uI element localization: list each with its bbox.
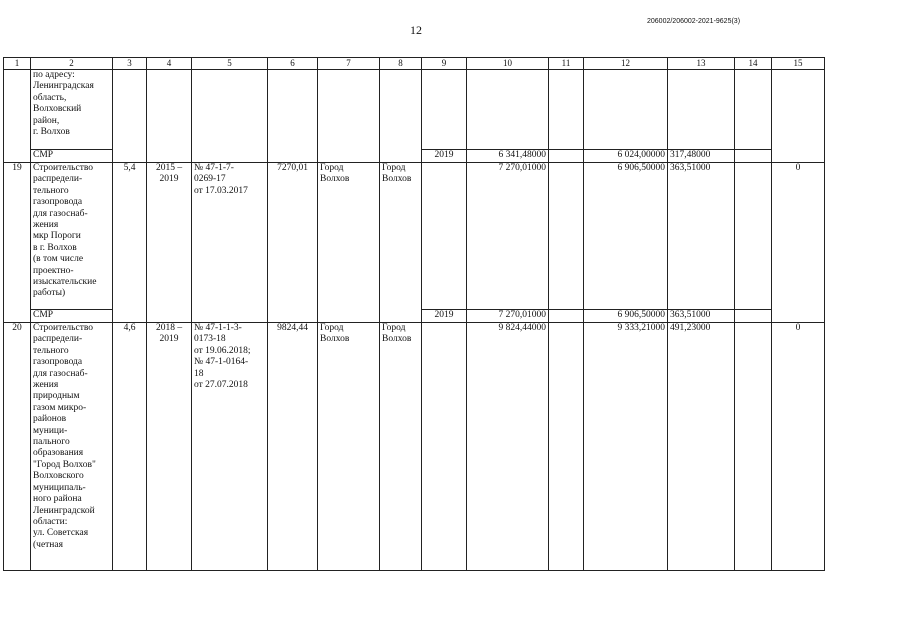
period-cell: 2018 – 2019 (147, 323, 192, 571)
table-cell (318, 70, 380, 163)
page-number: 12 (410, 23, 422, 37)
amount-cell: 363,51000 (668, 310, 735, 323)
permit-cell: № 47-1-7- 0269-17 от 17.03.2017 (192, 163, 268, 323)
row-number: 19 (4, 163, 31, 323)
header-cell: 8 (380, 58, 422, 70)
location-cell: Город Волхов (318, 323, 380, 571)
header-cell: 11 (549, 58, 584, 70)
customer-cell: Город Волхов (380, 163, 422, 323)
value-cell: 0 (772, 323, 825, 571)
table-cell (584, 70, 668, 150)
table-cell (668, 70, 735, 150)
table-cell (735, 323, 772, 571)
amount-cell: 9 824,44000 (467, 323, 549, 571)
amount-cell: 7 270,01000 (467, 310, 549, 323)
table-cell (549, 70, 584, 150)
table-cell (380, 70, 422, 163)
header-cell: 7 (318, 58, 380, 70)
table-cell (422, 323, 467, 571)
row-number: 20 (4, 323, 31, 571)
location-cell: Город Волхов (318, 163, 380, 323)
table-cell (113, 70, 147, 163)
item-name: по адресу: Ленинградская область, Волховский район, г. Волхов (31, 70, 113, 150)
header-cell: 12 (584, 58, 668, 70)
amount-cell: 363,51000 (668, 163, 735, 310)
table-cell (422, 163, 467, 310)
header-row (4, 58, 825, 70)
item-name: Строительство распредели- тельного газопровода для газоснаб- жения мкр Пороги в г. Волхов (в том числе проектно- изыскательские работы) (31, 163, 113, 310)
table-cell (735, 310, 772, 323)
smr-label: СМР (31, 150, 113, 163)
table-cell (549, 310, 584, 323)
header-cell: 15 (772, 58, 825, 70)
table-row (4, 323, 825, 571)
table-cell (467, 70, 549, 150)
table-cell (147, 70, 192, 163)
item-name: Строительство распредели- тельного газопровода для газоснаб- жения природным газом микро- районов муници- пального образования "Город Волхов" Волховского муниципаль- ного района Ленинградской области: ул. Советская (четная (31, 323, 113, 571)
amount-cell: 7 270,01000 (467, 163, 549, 310)
customer-cell: Город Волхов (380, 323, 422, 571)
table-cell (735, 150, 772, 163)
table-cell (549, 323, 584, 571)
amount-cell: 317,48000 (668, 150, 735, 163)
amount-cell: 6 906,50000 (584, 310, 668, 323)
amount-cell: 6 906,50000 (584, 163, 668, 310)
header-cell: 2 (31, 58, 113, 70)
header-cell: 3 (113, 58, 147, 70)
table-cell (735, 163, 772, 310)
table-cell (422, 70, 467, 150)
header-cell: 6 (268, 58, 318, 70)
data-table (3, 57, 825, 571)
year-cell: 2019 (422, 150, 467, 163)
table-cell (192, 70, 268, 163)
cost-cell: 9824,44 (268, 323, 318, 571)
header-cell: 1 (4, 58, 31, 70)
header-cell: 4 (147, 58, 192, 70)
amount-cell: 6 024,00000 (584, 150, 668, 163)
period-cell: 2015 – 2019 (147, 163, 192, 323)
header-cell: 9 (422, 58, 467, 70)
length-cell: 5,4 (113, 163, 147, 323)
permit-cell: № 47-1-1-3- 0173-18 от 19.06.2018; № 47-1-0164- 18 от 27.07.2018 (192, 323, 268, 571)
value-cell: 0 (772, 163, 825, 323)
table-cell (268, 70, 318, 163)
header-cell: 5 (192, 58, 268, 70)
table-cell (772, 70, 825, 163)
smr-label: СМР (31, 310, 113, 323)
amount-cell: 6 341,48000 (467, 150, 549, 163)
cost-cell: 7270,01 (268, 163, 318, 323)
header-cell: 13 (668, 58, 735, 70)
length-cell: 4,6 (113, 323, 147, 571)
amount-cell: 9 333,21000 (584, 323, 668, 571)
year-cell: 2019 (422, 310, 467, 323)
header-cell: 10 (467, 58, 549, 70)
table-cell (549, 150, 584, 163)
table-row (4, 70, 825, 150)
amount-cell: 491,23000 (668, 323, 735, 571)
table-cell (735, 70, 772, 150)
table-cell (4, 70, 31, 163)
header-cell: 14 (735, 58, 772, 70)
table-row (4, 163, 825, 310)
document-reference: 206002/206002-2021-9625(3) (647, 18, 741, 25)
table-cell (549, 163, 584, 310)
